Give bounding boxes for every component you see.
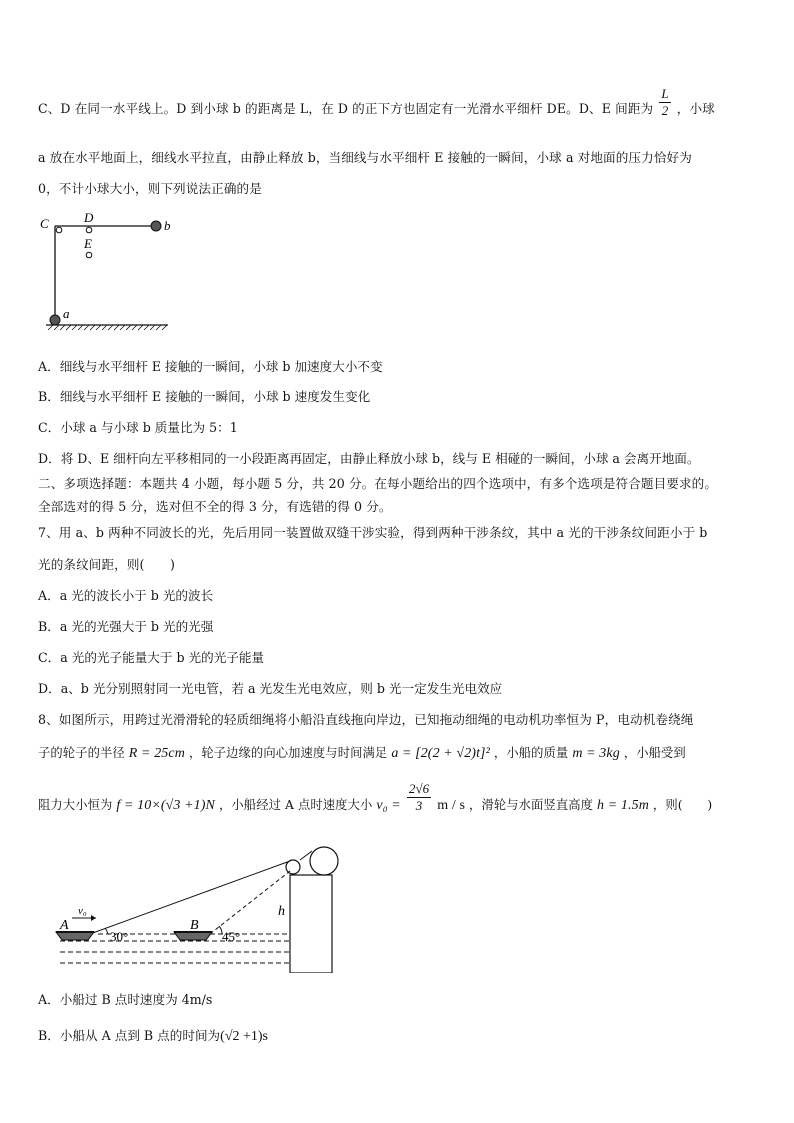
q6-option-c: C．小球 a 与小球 b 质量比为 5：1 xyxy=(38,420,238,435)
label-v0: v₀ xyxy=(78,905,87,917)
q8-line-3: 阻力大小恒为 f = 10×(√3 +1)N ，小船经过 A 点时速度大小 v₀ = $\frac{2√6}{3}$ m / s ，滑轮与水面竖直高度 h = 1.5m ，则( ) xyxy=(38,781,713,813)
q6-option-a: A．细线与水平细杆 E 接触的一瞬间，小球 b 加速度大小不变 xyxy=(38,359,383,374)
label-boat-b: B xyxy=(190,918,199,933)
q8-line-2: 子的轮子的半径 R = 25cm ，轮子边缘的向心加速度与时间满足 a = [2(2 + √2)t]² ，小船的质量 m = 3kg ，小船受到 xyxy=(38,746,686,761)
label-h: h xyxy=(278,904,285,919)
fraction-v0: $\frac{2√6}{3}$ xyxy=(408,781,430,813)
q7-line-1: 7、用 a、b 两种不同波长的光，先后用同一装置做双缝干涉实验，得到两种干涉条纹，其中 a 光的干涉条纹间距小于 b xyxy=(38,525,708,540)
label-a: a xyxy=(63,306,70,321)
boat-a-icon xyxy=(56,932,94,940)
ball-b-icon xyxy=(151,221,161,231)
ball-a-icon xyxy=(50,315,60,325)
q7-option-d: D．a、b 光分别照射同一光电管，若 a 光发生光电效应，则 b 光一定发生光电效应 xyxy=(38,681,503,696)
q7-option-c: C．a 光的光子能量大于 b 光的光子能量 xyxy=(38,650,265,665)
q6-line-3: 0，不计小球大小，则下列说法正确的是 xyxy=(38,181,262,196)
fraction-l-over-2: $\frac{L}{2}$ xyxy=(661,86,669,118)
q7-option-a: A．a 光的波长小于 b 光的波长 xyxy=(38,588,214,603)
angle-30: 30° xyxy=(110,929,129,944)
q6-line-2: a 放在水平地面上，细线水平拉直，由静止释放 b，当细线与水平细杆 E 接触的一瞬间，小球 a 对地面的压力恰好为 xyxy=(38,150,692,165)
q6-option-b: B．细线与水平细杆 E 接触的一瞬间，小球 b 速度发生变化 xyxy=(38,389,371,404)
q8-option-b: B．小船从 A 点到 B 点的时间为(√2 +1)s xyxy=(38,1028,269,1044)
q6-option-d: D．将 D、E 细杆向左平移相同的一小段距离再固定，由静止释放小球 b，线与 E 相碰的一瞬间，小球 a 会离开地面。 xyxy=(38,451,700,466)
c-peg-icon xyxy=(56,227,62,233)
d-peg-icon xyxy=(86,227,92,233)
q7-option-b: B．a 光的光强大于 b 光的光强 xyxy=(38,619,214,634)
label-boat-a: A xyxy=(60,918,69,933)
section2-line-2: 全部选对的得 5 分，选对但不全的得 3 分，有选错的得 0 分。 xyxy=(38,499,392,514)
label-c: C xyxy=(40,216,49,231)
boat-b-icon xyxy=(174,932,212,940)
pendulum-figure xyxy=(38,208,178,333)
boat-pulley-figure xyxy=(50,838,350,973)
label-d: D xyxy=(84,210,94,225)
e-peg-icon xyxy=(86,252,92,258)
q6-line-1: C、D 在同一水平线上。D 到小球 b 的距离是 L，在 D 的正下方也固定有一光滑水平细杆 DE。D、E 间距为 $\frac{L}{2}$ ，小球 xyxy=(38,86,715,118)
label-e: E xyxy=(84,236,92,251)
motor-wheel-icon xyxy=(310,847,338,875)
q8-line-1: 8、如图所示，用跨过光滑滑轮的轻质细绳将小船沿直线拖向岸边，已知拖动细绳的电动机功率恒为 P，电动机卷绕绳 xyxy=(38,712,694,727)
section2-line-1: 二、多项选择题：本题共 4 小题，每小题 5 分，共 20 分。在每小题给出的四个选项中，有多个选项是符合题目要求的。 xyxy=(38,476,718,491)
angle-45: 45° xyxy=(222,929,241,944)
label-b: b xyxy=(164,218,171,233)
q7-line-2: 光的条纹间距，则( ) xyxy=(38,557,175,572)
q8-option-a: A．小船过 B 点时速度为 4m/s xyxy=(38,992,213,1007)
